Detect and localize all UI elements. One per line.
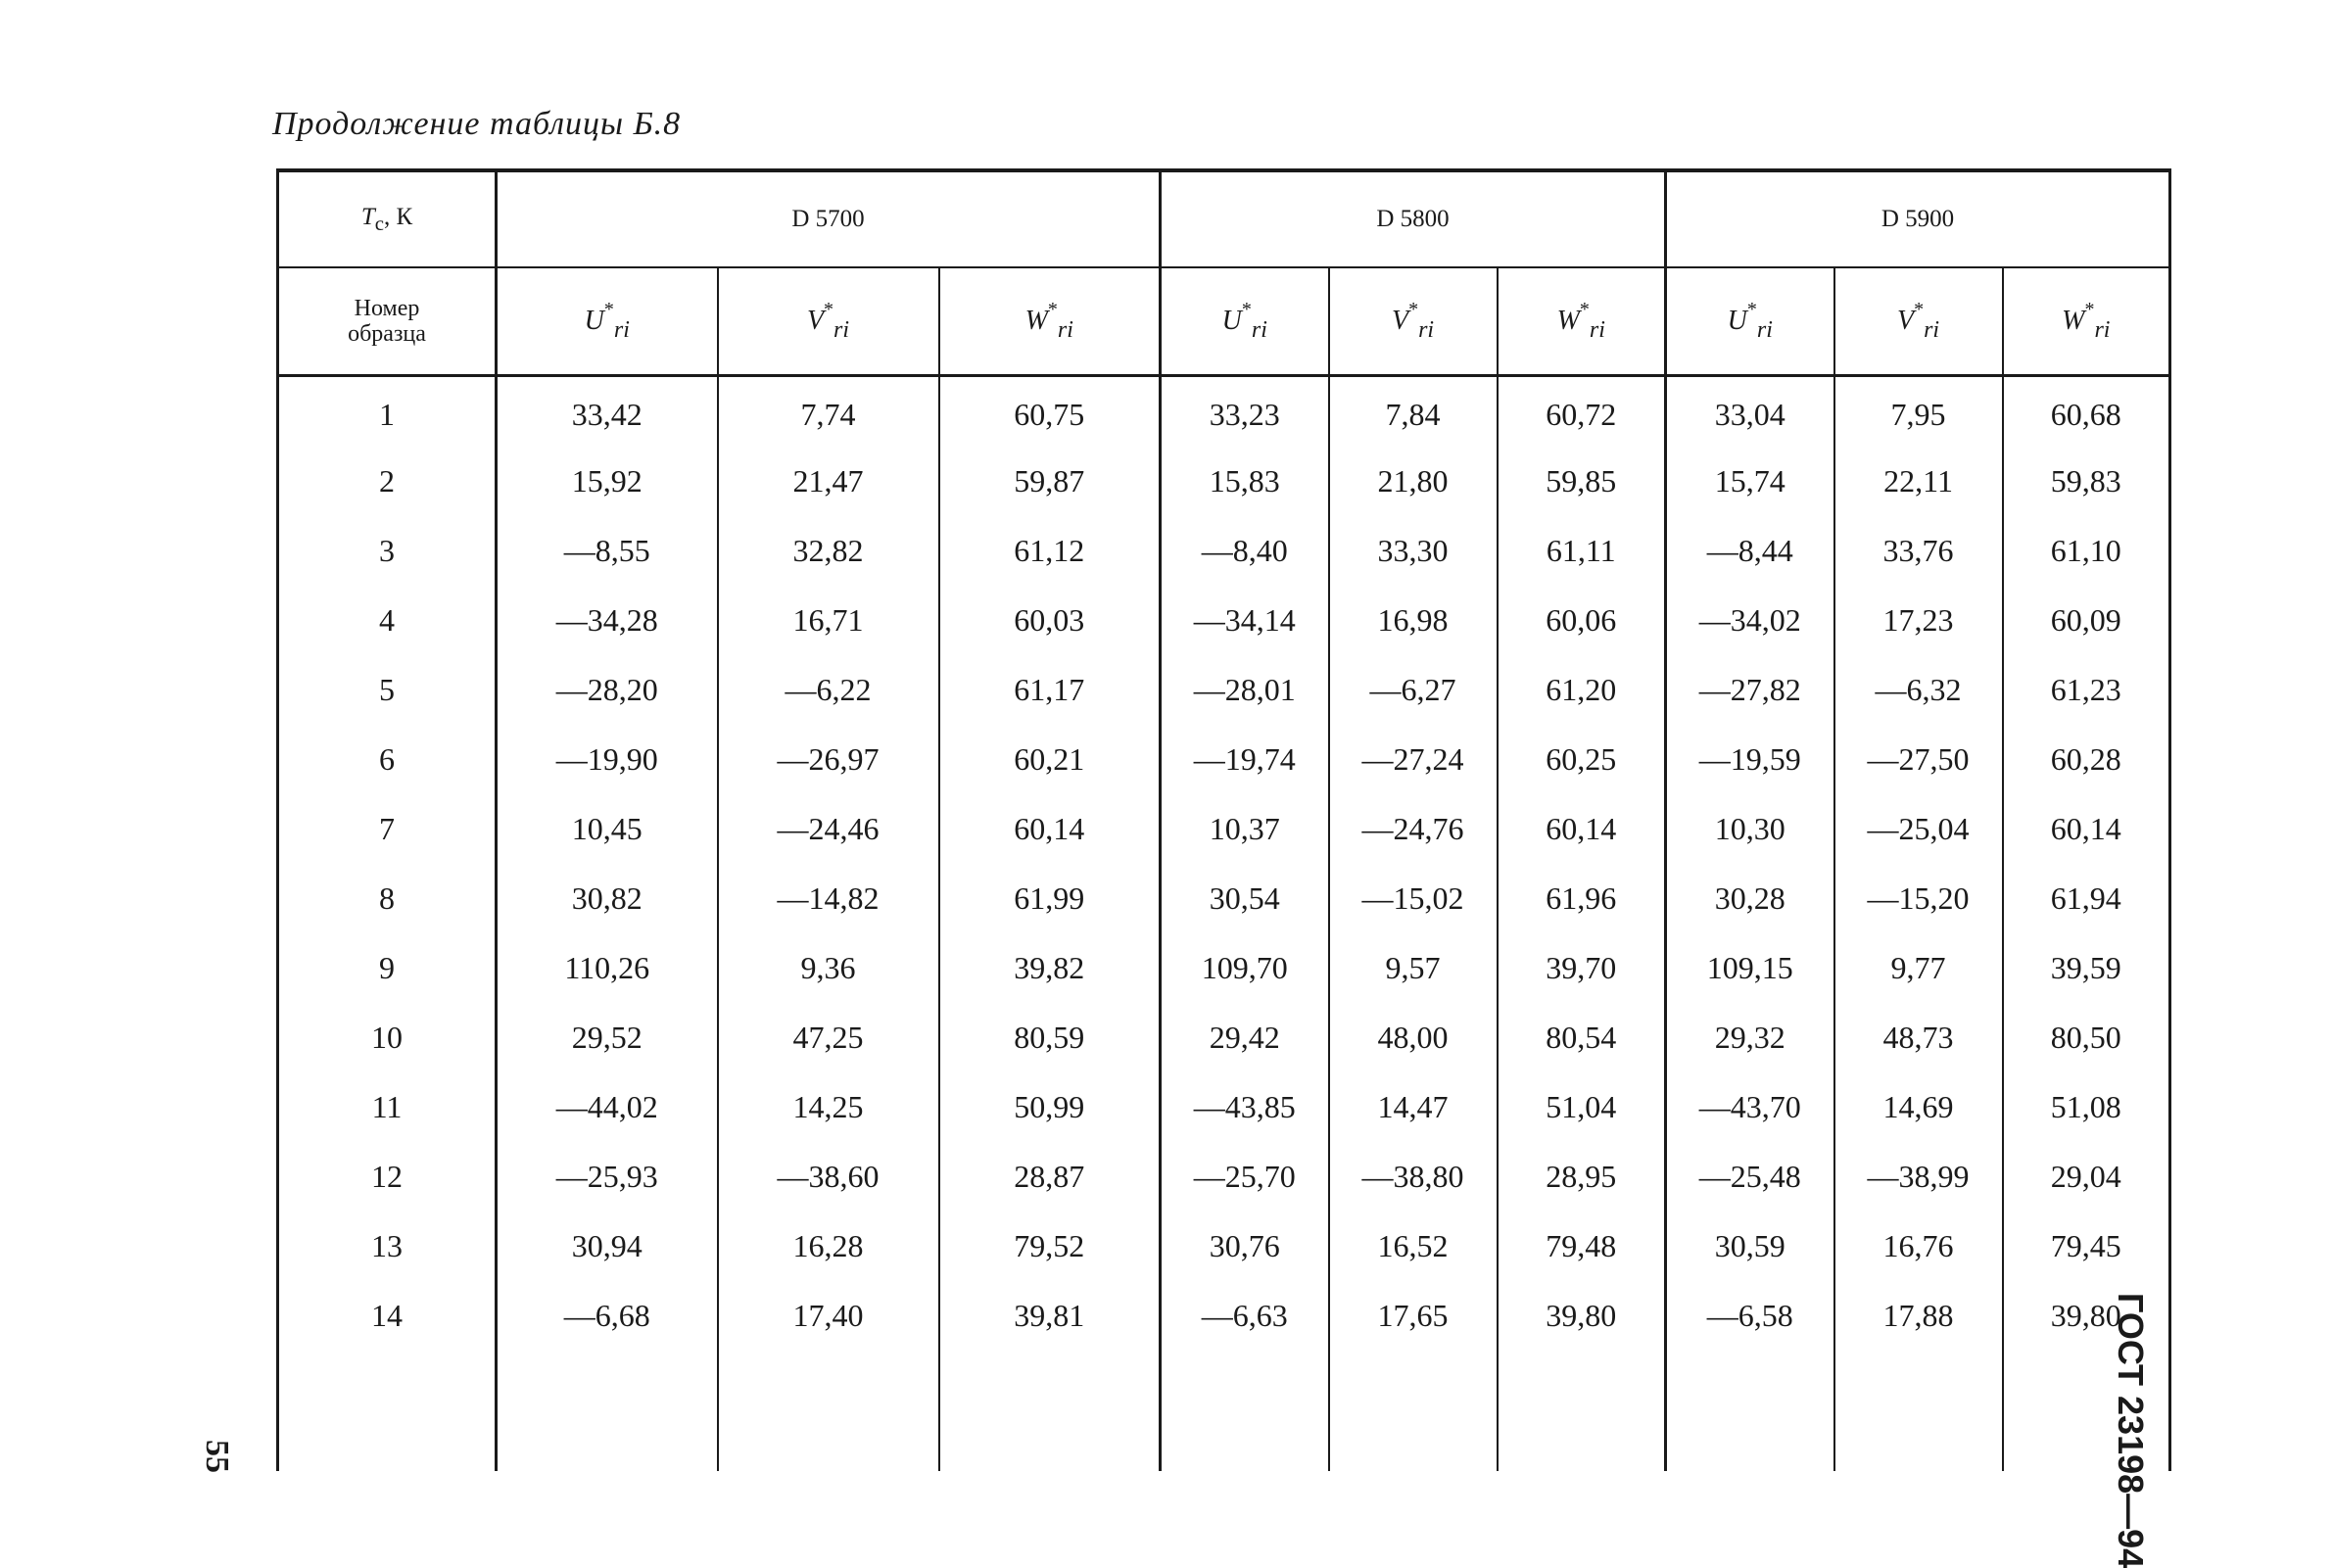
value-cell: 30,82	[497, 864, 718, 933]
value-cell: 61,94	[2003, 864, 2170, 933]
value-cell: 79,52	[939, 1212, 1161, 1281]
value-cell: 33,30	[1329, 516, 1498, 586]
sample-number-cell: 12	[371, 1159, 403, 1194]
value-cell: 29,42	[1161, 1003, 1329, 1072]
value-cell: 21,47	[718, 447, 939, 516]
value-cell: —15,20	[1834, 864, 2003, 933]
value-cell: 29,04	[2003, 1142, 2170, 1212]
value-cell: —24,46	[718, 794, 939, 864]
value-cell: 80,59	[939, 1003, 1161, 1072]
table-row	[278, 1003, 2170, 1072]
value-cell: 61,99	[939, 864, 1161, 933]
sample-number-cell: 9	[379, 950, 395, 985]
value-cell: 15,74	[1666, 447, 1834, 516]
value-cell: 29,32	[1666, 1003, 1834, 1072]
value-cell: —19,59	[1666, 725, 1834, 794]
value-cell: 16,71	[718, 586, 939, 655]
value-cell: —28,20	[497, 655, 718, 725]
value-cell: 30,94	[497, 1212, 718, 1281]
sample-number-cell: 10	[371, 1020, 403, 1055]
value-cell: —26,97	[718, 725, 939, 794]
value-cell: 39,80	[2003, 1281, 2170, 1351]
value-cell: 60,06	[1498, 586, 1666, 655]
value-cell: 10,45	[497, 794, 718, 864]
column-header: $U^*_{ri}$	[1161, 267, 1329, 376]
value-cell: 17,23	[1834, 586, 2003, 655]
value-cell: —6,68	[497, 1281, 718, 1351]
value-cell: 60,28	[2003, 725, 2170, 794]
filler-cell	[497, 1351, 718, 1471]
standard-designation: ГОСТ 23198—94	[2111, 1293, 2151, 1568]
table-row	[278, 447, 2170, 516]
group-header-3: D 5900	[1666, 170, 2170, 267]
group-header-1: D 5700	[497, 170, 1161, 267]
sample-number-cell: 1	[379, 397, 395, 432]
tc-header: $T_с$, К	[360, 203, 413, 235]
value-cell: 51,04	[1498, 1072, 1666, 1142]
value-cell: 47,25	[718, 1003, 939, 1072]
value-cell: 59,83	[2003, 447, 2170, 516]
value-cell: 61,20	[1498, 655, 1666, 725]
value-cell: 10,30	[1666, 794, 1834, 864]
value-cell: 60,25	[1498, 725, 1666, 794]
column-header: $W^*_{ri}$	[2003, 267, 2170, 376]
value-cell: 51,08	[2003, 1072, 2170, 1142]
column-header: $U^*_{ri}$	[1666, 267, 1834, 376]
value-cell: —44,02	[497, 1072, 718, 1142]
column-header: $V^*_{ri}$	[1329, 267, 1498, 376]
sample-number-cell: 6	[379, 741, 395, 777]
value-cell: 9,77	[1834, 933, 2003, 1003]
value-cell: —24,76	[1329, 794, 1498, 864]
value-cell: —15,02	[1329, 864, 1498, 933]
value-cell: 16,76	[1834, 1212, 2003, 1281]
value-cell: 33,23	[1161, 376, 1329, 448]
value-cell: 60,68	[2003, 376, 2170, 448]
filler-cell	[1498, 1351, 1666, 1471]
value-cell: 15,92	[497, 447, 718, 516]
table-row	[278, 516, 2170, 586]
value-cell: —14,82	[718, 864, 939, 933]
value-cell: 80,50	[2003, 1003, 2170, 1072]
data-table	[276, 168, 2171, 1471]
filler-cell	[1329, 1351, 1498, 1471]
sample-number-cell: 3	[379, 533, 395, 568]
value-cell: 79,45	[2003, 1212, 2170, 1281]
value-cell: 30,76	[1161, 1212, 1329, 1281]
value-cell: —43,70	[1666, 1072, 1834, 1142]
table-row	[278, 1072, 2170, 1142]
value-cell: —8,55	[497, 516, 718, 586]
value-cell: 33,04	[1666, 376, 1834, 448]
value-cell: —25,70	[1161, 1142, 1329, 1212]
value-cell: —38,99	[1834, 1142, 2003, 1212]
value-cell: 80,54	[1498, 1003, 1666, 1072]
value-cell: 22,11	[1834, 447, 2003, 516]
value-cell: 61,23	[2003, 655, 2170, 725]
value-cell: 60,14	[1498, 794, 1666, 864]
value-cell: 60,14	[939, 794, 1161, 864]
value-cell: 61,96	[1498, 864, 1666, 933]
value-cell: —6,63	[1161, 1281, 1329, 1351]
value-cell: —25,48	[1666, 1142, 1834, 1212]
table-row	[278, 1142, 2170, 1212]
value-cell: 9,57	[1329, 933, 1498, 1003]
value-cell: 109,15	[1666, 933, 1834, 1003]
sample-number-cell: 13	[371, 1228, 403, 1263]
table-row	[278, 864, 2170, 933]
table-row	[278, 586, 2170, 655]
value-cell: 10,37	[1161, 794, 1329, 864]
table-filler-row	[278, 1351, 2170, 1471]
column-header: $W^*_{ri}$	[939, 267, 1161, 376]
value-cell: —25,04	[1834, 794, 2003, 864]
value-cell: 30,59	[1666, 1212, 1834, 1281]
value-cell: —34,28	[497, 586, 718, 655]
value-cell: 61,10	[2003, 516, 2170, 586]
value-cell: 21,80	[1329, 447, 1498, 516]
value-cell: 59,85	[1498, 447, 1666, 516]
value-cell: 60,72	[1498, 376, 1666, 448]
value-cell: 17,40	[718, 1281, 939, 1351]
value-cell: 28,87	[939, 1142, 1161, 1212]
sample-number-cell: 11	[371, 1089, 403, 1124]
value-cell: —25,93	[497, 1142, 718, 1212]
value-cell: 16,28	[718, 1212, 939, 1281]
value-cell: —19,90	[497, 725, 718, 794]
filler-cell	[939, 1351, 1161, 1471]
value-cell: 39,82	[939, 933, 1161, 1003]
sample-number-cell: 7	[379, 811, 395, 846]
value-cell: 14,25	[718, 1072, 939, 1142]
value-cell: 7,84	[1329, 376, 1498, 448]
sample-number-cell: 14	[371, 1298, 403, 1333]
value-cell: 28,95	[1498, 1142, 1666, 1212]
column-header: $W^*_{ri}$	[1498, 267, 1666, 376]
sample-number-cell: 8	[379, 880, 395, 916]
value-cell: 29,52	[497, 1003, 718, 1072]
sample-number-cell: 2	[379, 463, 395, 499]
value-cell: 60,03	[939, 586, 1161, 655]
value-cell: 15,83	[1161, 447, 1329, 516]
filler-cell	[278, 1351, 497, 1471]
value-cell: 39,70	[1498, 933, 1666, 1003]
value-cell: 30,54	[1161, 864, 1329, 933]
column-header: $U^*_{ri}$	[497, 267, 718, 376]
value-cell: 32,82	[718, 516, 939, 586]
value-cell: 33,76	[1834, 516, 2003, 586]
filler-cell	[1834, 1351, 2003, 1471]
value-cell: —38,60	[718, 1142, 939, 1212]
value-cell: 110,26	[497, 933, 718, 1003]
value-cell: 7,95	[1834, 376, 2003, 448]
value-cell: 17,88	[1834, 1281, 2003, 1351]
value-cell: —43,85	[1161, 1072, 1329, 1142]
value-cell: 9,36	[718, 933, 939, 1003]
value-cell: 59,87	[939, 447, 1161, 516]
filler-cell	[718, 1351, 939, 1471]
table-row	[278, 655, 2170, 725]
table-row	[278, 1281, 2170, 1351]
value-cell: —28,01	[1161, 655, 1329, 725]
value-cell: 60,75	[939, 376, 1161, 448]
table-row	[278, 1212, 2170, 1281]
value-cell: —6,27	[1329, 655, 1498, 725]
column-header: $V^*_{ri}$	[718, 267, 939, 376]
value-cell: —6,32	[1834, 655, 2003, 725]
value-cell: 17,65	[1329, 1281, 1498, 1351]
value-cell: 16,98	[1329, 586, 1498, 655]
value-cell: 60,09	[2003, 586, 2170, 655]
value-cell: 14,69	[1834, 1072, 2003, 1142]
value-cell: 61,17	[939, 655, 1161, 725]
sample-number-header: Номер образца	[278, 267, 497, 376]
table-caption: Продолжение таблицы Б.8	[272, 106, 682, 142]
value-cell: 7,74	[718, 376, 939, 448]
value-cell: 39,80	[1498, 1281, 1666, 1351]
group-header-2: D 5800	[1161, 170, 1666, 267]
page-number: 55	[199, 1440, 235, 1473]
value-cell: 60,14	[2003, 794, 2170, 864]
value-cell: 30,28	[1666, 864, 1834, 933]
value-cell: —34,14	[1161, 586, 1329, 655]
value-cell: 79,48	[1498, 1212, 1666, 1281]
value-cell: 60,21	[939, 725, 1161, 794]
value-cell: 61,11	[1498, 516, 1666, 586]
value-cell: —6,22	[718, 655, 939, 725]
table-row	[278, 794, 2170, 864]
value-cell: 33,42	[497, 376, 718, 448]
table-row	[278, 933, 2170, 1003]
sample-number-cell: 4	[379, 602, 395, 638]
value-cell: 14,47	[1329, 1072, 1498, 1142]
value-cell: —27,82	[1666, 655, 1834, 725]
value-cell: 39,59	[2003, 933, 2170, 1003]
value-cell: —19,74	[1161, 725, 1329, 794]
filler-cell	[1666, 1351, 1834, 1471]
value-cell: —34,02	[1666, 586, 1834, 655]
column-header: $V^*_{ri}$	[1834, 267, 2003, 376]
value-cell: 48,00	[1329, 1003, 1498, 1072]
value-cell: —6,58	[1666, 1281, 1834, 1351]
value-cell: —27,24	[1329, 725, 1498, 794]
value-cell: —8,40	[1161, 516, 1329, 586]
table-row	[278, 725, 2170, 794]
value-cell: —38,80	[1329, 1142, 1498, 1212]
value-cell: —8,44	[1666, 516, 1834, 586]
value-cell: 48,73	[1834, 1003, 2003, 1072]
value-cell: 50,99	[939, 1072, 1161, 1142]
filler-cell	[1161, 1351, 1329, 1471]
value-cell: 39,81	[939, 1281, 1161, 1351]
value-cell: —27,50	[1834, 725, 2003, 794]
sample-number-cell: 5	[379, 672, 395, 707]
table-row	[278, 376, 2170, 448]
value-cell: 109,70	[1161, 933, 1329, 1003]
value-cell: 61,12	[939, 516, 1161, 586]
value-cell: 16,52	[1329, 1212, 1498, 1281]
